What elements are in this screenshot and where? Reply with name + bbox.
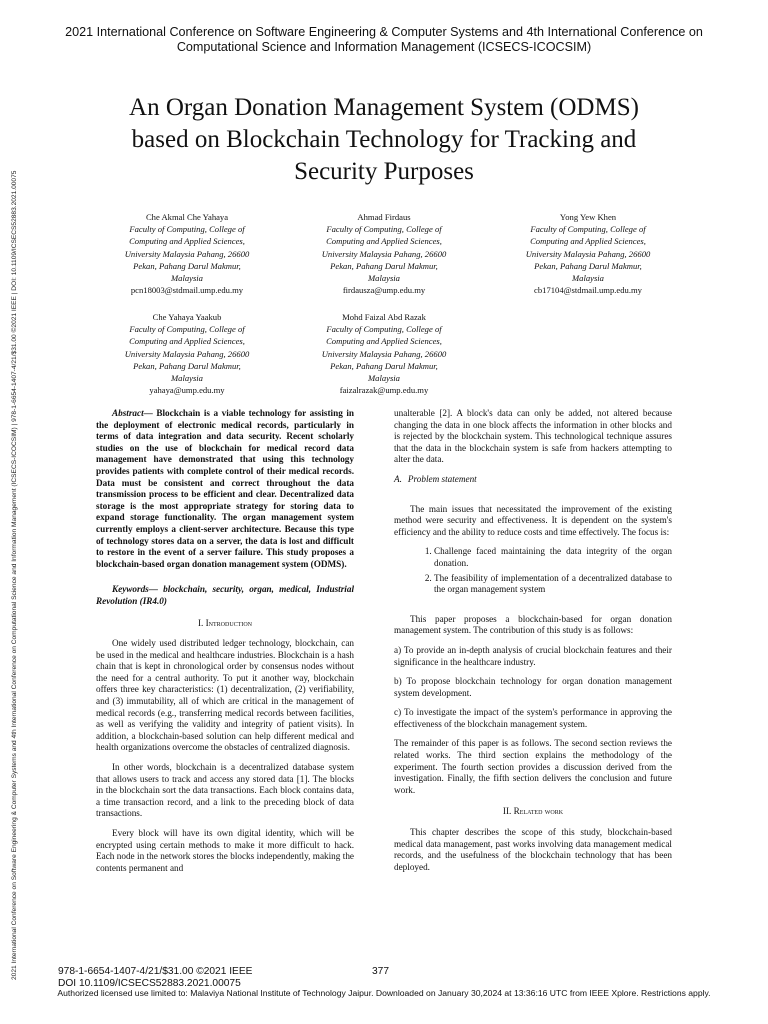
abstract-text: Blockchain is a viable technology for assisting in the deployment of electronic medical records, particularly in terms of data integration and data security. Recent scholarly studies on the use of blockchain for medical record data management have demonstrated that using this technology provides patients with complete control of their medical records. Data must be consistent and correct throughout the data transmission process to be efficient and clear. Decentralized data storage is the most appropriate strategy for storing data to expand storage functionality. The organ management system currently employs a client-server architecture. Because this type of technology stores data on a server, the data is lost and difficult to restore in the event of a server failure. This study proposes a blockchain-based organ donation management system (ODMS). (96, 408, 354, 569)
author-block-1 (92, 211, 282, 296)
author-block-3 (493, 211, 683, 296)
author-affiliation: Pekan, Pahang Darul Makmur, (133, 360, 241, 371)
author-affiliation: University Malaysia Pahang, 26600 (124, 248, 250, 259)
author-affiliation: Faculty of Computing, College of (326, 224, 442, 235)
license-notice: Authorized licensed use limited to: Malaviya National Institute of Technology Jaipur. Downloaded on January 30,2024 at 13:36:16 UTC from IEEE Xplore. Restrictions apply. (57, 988, 711, 998)
author-affiliation: Faculty of Computing, College of (530, 224, 646, 235)
author-affiliation: University Malaysia Pahang, 26600 (525, 248, 651, 259)
author-affiliation: Faculty of Computing, College of (129, 224, 245, 235)
list-item: 1. Challenge faced maintaining the data integrity of the organ donation. (434, 546, 672, 569)
body-paragraph: In other words, blockchain is a decentralized database system that allows users to track and access any stored data [1]. The blocks in the blockchain sort the data transactions. Each block contains data, a time transaction record, and a link to the preceding block of data transactions. (96, 762, 354, 819)
right-column (394, 408, 672, 881)
author-affiliation: Malaysia (368, 373, 400, 384)
conference-header-line2: Computational Science and Information Management (ICSECS-ICOCSIM) (176, 40, 592, 54)
left-column (96, 408, 354, 882)
side-doi-stamp-text: 2021 International Conference on Software Engineering & Computer Systems and 4th International Conference on Computational Science and Information Management (ICSECS-ICOCSIM) | 978-1-6654-1407-4/21/$31.00 ©2021 IEEE | DOI: 10.1109/ICSECS52883.2021.00075 (11, 170, 18, 980)
author-email: faizalrazak@ump.edu.my (339, 385, 429, 396)
author-affiliation: Malaysia (171, 273, 203, 284)
footer-copyright (58, 966, 252, 990)
section-heading-related-work: II. Related work (502, 806, 564, 817)
body-paragraph: One widely used distributed ledger technology, blockchain, can be used in the medical and healthcare industries. Blockchain is a hash chain that is kept in chronological order by consensus nodes without the need for a central authority. To put it another way, blockchain offers three key characteristics: (1) decentralization, (2) verifiability, and (3) immutability, all of which are critical in the management of medical records (e.g., transferring medical records between facilities, as well as verifying the validity and integrity of patient visits). In addition, a blockchain-based solution can help different medical and health organizations overcome the obstacles of centralized diagnosis. (96, 638, 354, 753)
title-line-1: An Organ Donation Management System (ODMS) (129, 94, 639, 121)
conference-header-line1: 2021 International Conference on Software Engineering & Computer Systems and 4th International Conference on (65, 25, 703, 39)
author-block-2 (289, 211, 479, 296)
abstract-label: Abstract— (112, 408, 153, 418)
author-affiliation: Computing and Applied Sciences, (326, 236, 442, 247)
author-name: Mohd Faizal Abd Razak (342, 312, 426, 322)
list-item: 2. The feasibility of implementation of a decentralized database to the organ management system (434, 573, 672, 596)
author-name: Che Akmal Che Yahaya (145, 212, 229, 222)
author-affiliation: Pekan, Pahang Darul Makmur, (330, 360, 438, 371)
author-affiliation: Malaysia (171, 373, 203, 384)
body-paragraph: unalterable [2]. A block's data can only be added, not altered because changing the data in one block affects the information in other blocks and is rejected by the blockchain system. This technological technique assures that the data in the blockchain system is safe from hackers attempting to alter the data. (394, 408, 672, 465)
author-email: firdausza@ump.edu.my (342, 285, 426, 296)
keywords: Keywords— blockchain, security, organ, medical, Industrial Revolution (IR4.0) (96, 584, 354, 606)
author-affiliation: Faculty of Computing, College of (129, 324, 245, 335)
body-paragraph: The remainder of this paper is as follows. The second section reviews the related works. The third section explains the methodology of the experiment. The fourth section provides a discussion derived from the investigation. Finally, the fifth section delivers the conclusion and future work. (394, 738, 672, 795)
author-name: Yong Yew Khen (559, 212, 617, 222)
abstract (96, 408, 354, 570)
author-affiliation: Computing and Applied Sciences, (530, 236, 646, 247)
author-affiliation: Malaysia (572, 273, 604, 284)
author-name: Ahmad Firdaus (357, 212, 411, 222)
author-affiliation: Pekan, Pahang Darul Makmur, (534, 260, 642, 271)
problem-list (394, 546, 672, 595)
author-affiliation: University Malaysia Pahang, 26600 (321, 248, 447, 259)
author-affiliation: Malaysia (368, 273, 400, 284)
author-block-4 (92, 311, 282, 396)
footer-isbn: 978-1-6654-1407-4/21/$31.00 ©2021 IEEE (58, 966, 253, 977)
body-paragraph: The main issues that necessitated the improvement of the existing method were security and effectiveness. It is dependent on the system's efficiency and the ability to reduce costs and time effectively. The focus is: (394, 503, 672, 537)
author-email: pcn18003@stdmail.ump.edu.my (130, 285, 244, 296)
contribution-item: b) To propose blockchain technology for organ donation management system development. (394, 676, 672, 698)
contribution-item: c) To investigate the impact of the system's performance in approving the effectiveness of the blockchain management system. (394, 707, 672, 729)
body-paragraph: This paper proposes a blockchain-based for organ donation management system. The contribution of this study is as follows: (394, 613, 672, 636)
author-affiliation: Faculty of Computing, College of (326, 324, 442, 335)
author-affiliation: University Malaysia Pahang, 26600 (124, 348, 250, 359)
author-affiliation: Pekan, Pahang Darul Makmur, (330, 260, 438, 271)
author-block-5 (289, 311, 479, 396)
author-email: cb17104@stdmail.ump.edu.my (534, 285, 642, 296)
title-line-3: Security Purposes (294, 158, 474, 185)
page-number: 377 (372, 966, 389, 977)
body-paragraph: Every block will have its own digital identity, which will be encrypted using certain methods to make it more difficult to hack. Each node in the network stores the blocks independently, making the contents permanent and (96, 828, 354, 873)
author-name: Che Yahaya Yaakub (152, 312, 222, 322)
author-affiliation: Pekan, Pahang Darul Makmur, (133, 260, 241, 271)
author-affiliation: Computing and Applied Sciences, (129, 236, 245, 247)
side-doi-stamp (4, 80, 18, 980)
subsection-heading-problem-statement: A. Problem statement (394, 473, 477, 484)
section-heading-introduction: I. Introduction (197, 617, 253, 628)
author-email: yahaya@ump.edu.my (149, 385, 225, 396)
author-affiliation: Computing and Applied Sciences, (129, 336, 245, 347)
conference-header (40, 25, 728, 55)
body-paragraph: This chapter describes the scope of this study, blockchain-based medical data management, past works involving data management medical records, and the usefulness of the blockchain technology that has been deployed. (394, 827, 672, 872)
footer-doi: DOI 10.1109/ICSECS52883.2021.00075 (58, 978, 241, 989)
title-line-2: based on Blockchain Technology for Tracking and (131, 126, 637, 153)
author-affiliation: University Malaysia Pahang, 26600 (321, 348, 447, 359)
paper-title (60, 92, 708, 188)
author-affiliation: Computing and Applied Sciences, (326, 336, 442, 347)
contribution-item: a) To provide an in-depth analysis of crucial blockchain features and their significance in the healthcare industry. (394, 644, 672, 667)
